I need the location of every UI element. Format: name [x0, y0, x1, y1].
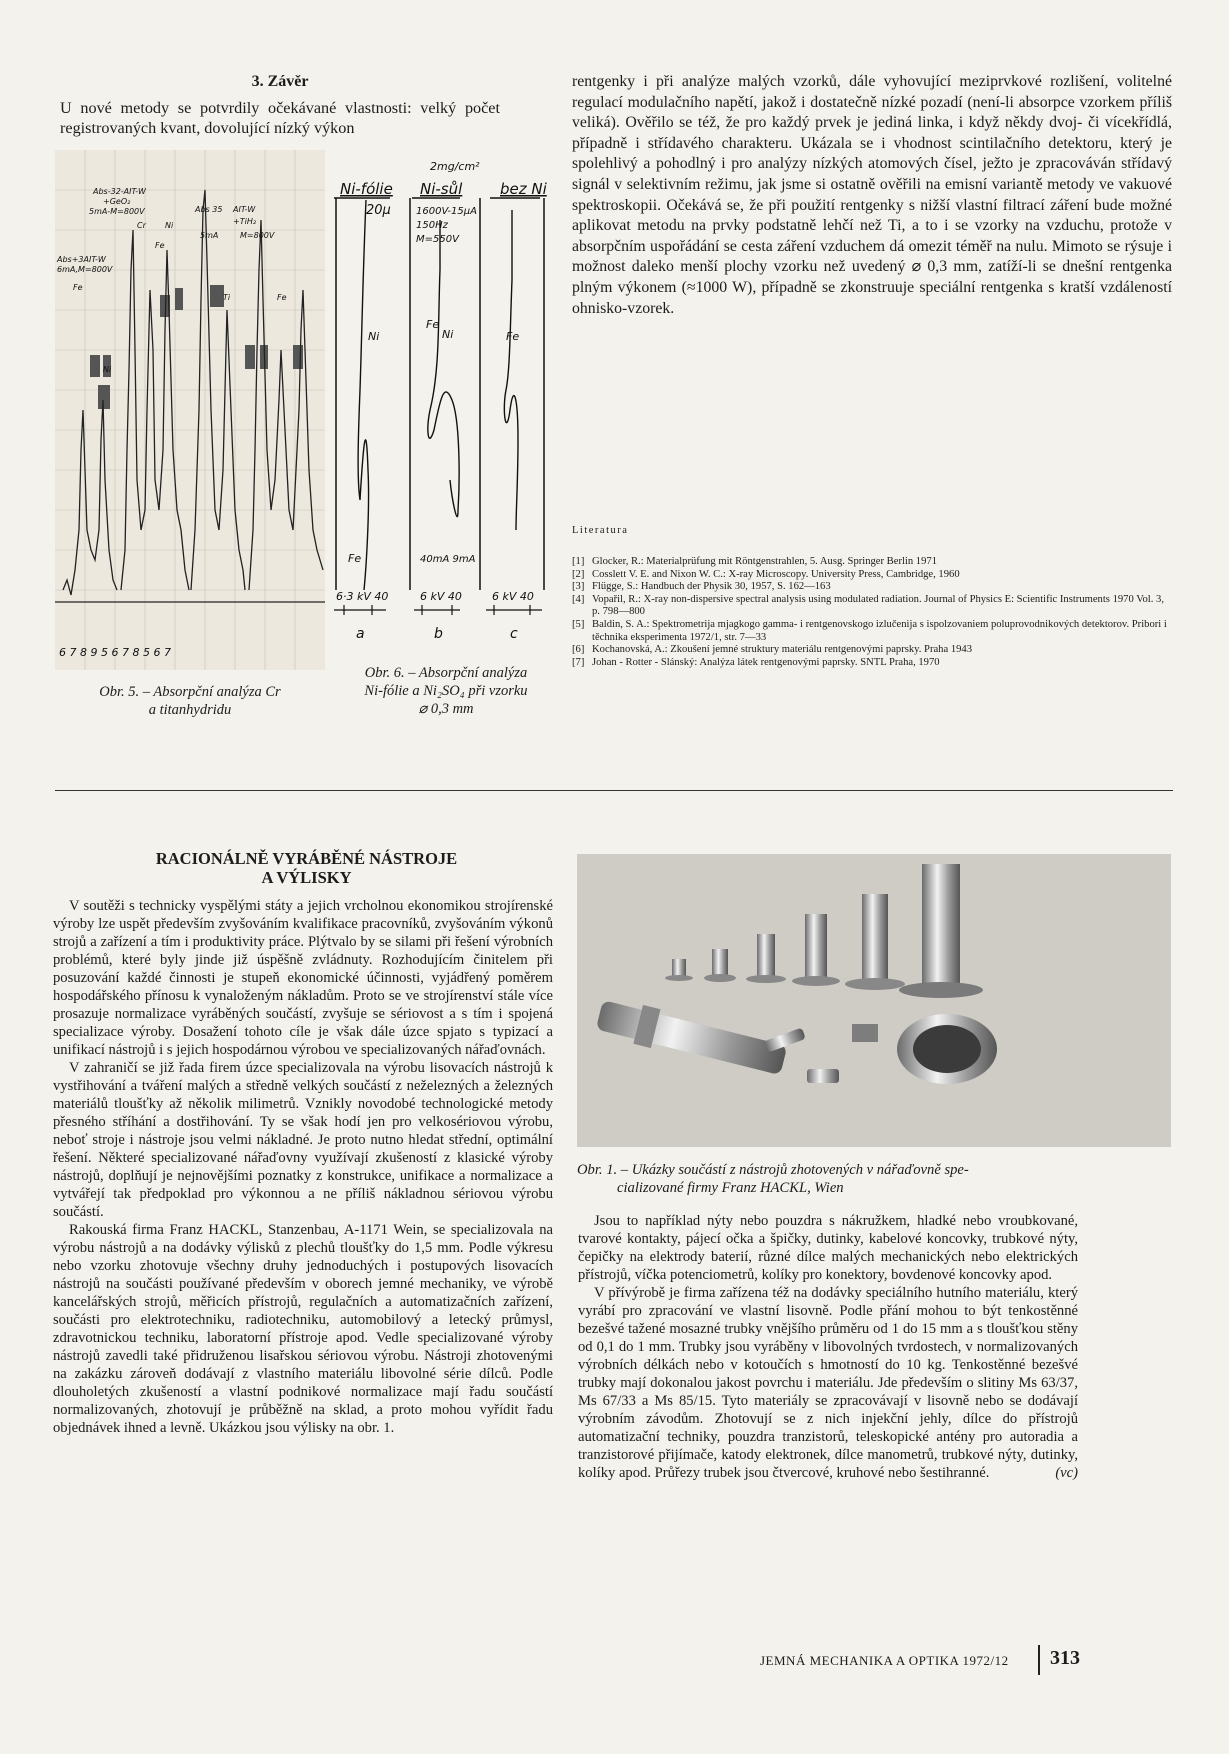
- conclusion-text: rentgenky i při analýze malých vzorků, dále vyhovující meziprvkové rozlišení, volitelné regulací modulačního napětí, jakož i dostatečně nízké pozadí (není-li absorpce vzorkem příliš veliká). Ověřilo se též, že pro každý prvek je jediná linka, i když někdy dvoj- či vícekřídlá, případně i střídavého charakteru. Ukázala se i vhodnost scintilačního detektoru, který je spolehlivý a pohodlný i pro analýzy nízkých atomových čísel, ježto je zpracováván střídavý signál v selektivním režimu, jak jsme si ostatně ověřili na emisní variantě metody ve vakuové spektroskopii. Očekává se, že při použití rentgenky s nižší vlastní filtrací záření bude možné aplikovat metodu na prvky podstatně lehčí než Ti, a to i se vzorky na vzduchu, protože v absorpčním uspořádání se cesta záření vzduchem dá omezit téměř na nulu. Mimoto se rýsuje i možnost daleko menší plochy vzorku než uvedený ⌀ 0,3 mm, zatíží-li se dnešní rentgenka plným výkonem (≈1000 W), případně se zkonstruuje speciální rentgenka s kratší vzdáleností ohnisko-vzorek.: [572, 73, 1172, 317]
- fig6-label-ni-b: Ni: [442, 328, 454, 341]
- fig5-label-abs35: Abs 35: [195, 205, 223, 214]
- footer-separator: [1038, 1645, 1040, 1675]
- fig5-label-ti: Ti: [223, 293, 231, 302]
- article-paragraph-2: V zahraničí se již řada firem úzce specializovala na výrobu lisovacích nástrojů k vystřihování a tváření malých a středně velkých součástí z neželezných a železných materiálů tloušťky až několik milimetrů. Vznikly novodobé technologické metody přesného stříhání a dostřihování. Ty se však hodí jen pro velkosériovou výrobu, neboť stroje i nástroje jsou velmi nákladné. Je proto nutno hledat střední, optimální řešení. Některé specializované nářaďovny využívají zkušeností z klasické výroby nástrojů, doplňují je nejnovějšími poznatky z konstrukce, unifikace a normalizace a vytvářejí tak předpoklad pro výkonnou a ne příliš nákladnou sériovou výrobu součástí.: [53, 1060, 553, 1220]
- section-heading: 3. Závěr: [251, 73, 309, 90]
- reference-text: Kochanovská, A.: Zkoušení jemné struktury materiálu rentgenovými paprsky. Praha 1943: [592, 644, 973, 656]
- fig6-label-fe-b: Fe: [426, 318, 440, 331]
- fig6-label-kv-b: 6 kV 40: [420, 590, 462, 603]
- fig6-label-ma: 40mA 9mA: [420, 554, 476, 565]
- reference-number: [2]: [572, 568, 585, 580]
- fig5-label-abs32c: 5mA-M=800V: [89, 207, 145, 216]
- fig6-label-c: c: [510, 626, 518, 642]
- fig5-label-tih2: +TiH₂: [233, 217, 257, 226]
- fig5-label-abs32b: +GeO₂: [103, 197, 131, 206]
- photo-caption: Obr. 1. – Ukázky součástí z nástrojů zhotovených v nářaďovně spe- cializované firmy Franz HACKL, Wien: [577, 1162, 969, 1196]
- photo-image: [577, 854, 1171, 1147]
- article-paragraph-1: V soutěži s technicky vyspělými státy a jejich vrcholnou ekonomikou strojírenské výroby lze uspět především zvyšováním kvalifikace pracovníků, zvyšováním výkonů strojů a zařízení a tím i produktivity práce. Plýtvalo by se silami při řešení výrobních problémů, které byly jinde již úspěšně zvládnuty. Rozhodujícím činitelem při posuzování každé činnosti je stupeň ekonomické účinnosti, vyjádřený poměrem hospodářského přínosu k vynaloženým nákladům. Proto se ve strojírenství stále více prosazuje normalizace vyráběných součástí, zvyšuje se sériovost a s tím i spojená specializace výroby. Dosažení tohoto cíle je však dále úzce spjato s typizací a unifikací nástrojů i s jejich hospodárnou výrobou ve specializovaných nářaďovnách.: [53, 898, 553, 1058]
- fig6-label-nifolie: Ni-fólie: [340, 180, 393, 198]
- reference-item: [572, 619, 1172, 644]
- fig5-label-ni: Ni: [165, 221, 174, 230]
- fig6-label-hz: 150Hz: [416, 220, 448, 231]
- reference-item: [572, 657, 1172, 670]
- reference-number: [6]: [572, 644, 585, 656]
- fig6-label-kv-c: 6 kV 40: [492, 590, 534, 603]
- fig5-label-m800: M=800V: [240, 231, 275, 240]
- reference-item: [572, 594, 1172, 619]
- fig6-label-fe-bottom: Fe: [348, 552, 362, 565]
- reference-list: [572, 556, 1172, 669]
- fig5-axis-labels: 6 7 8 9 5 6 7 8 5 6 7: [59, 646, 171, 659]
- page-number: 313: [1050, 1647, 1080, 1669]
- fig6-label-ni-a: Ni: [368, 330, 380, 343]
- reference-item: [572, 581, 1172, 594]
- fig6-label-nisul: Ni-sůl: [420, 180, 463, 198]
- article-title: RACIONÁLNĚ VYRÁBĚNÉ NÁSTROJE A VÝLISKY: [155, 849, 458, 887]
- reference-text: Flügge, S.: Handbuch der Physik 30, 1957, S. 162—163: [592, 581, 831, 593]
- fig6-label-1600v: 1600V-15μA: [416, 206, 477, 217]
- fig6-label-mg: 2mg/cm²: [430, 160, 480, 173]
- literature-title: Literatura: [572, 525, 629, 536]
- reference-item: [572, 644, 1172, 657]
- article-paragraph-5: V přívýrobě je firma zařízena též na dodávky speciálního hutního materiálu, který vyrábí pro zpracování ve vlastní lisovně. Podle přání mohou to být tenkostěnné bezešvé tažené mosazné trubky vnějšího průměru od 1 do 15 mm a s tloušťkou stěny od 0,1 do 1 mm. Trubky jsou vyráběny v libovolných tvrdostech, v normalizovaných výrobních délkách nebo v kotoučích s hmotností do 10 kg. Tenkostěnné bezešvé trubky mají dokonalou jakost povrchu i materiálu. Jde především o slitiny Ms 63/37, Ms 67/33 a Ms 85/15. Tyto materiály se zpracovávají v lisovně nebo se dodávají výrobním závodům. Zhotovují se z nich injekční jehly, dílce do přístrojů automatizační techniky, pouzdra tranzistorů, teleskopické antény pro autoradia a tranzistorové přijímače, katody elektronek, dílce manometrů, trubkové nýty, dutinky, kolíky apod. Průřezy trubek jsou čtvercové, kruhové nebo šestihranné.: [578, 1285, 1078, 1481]
- reference-number: [3]: [572, 581, 585, 593]
- reference-text: Glocker, R.: Materialprüfung mit Röntgenstrahlen, 5. Ausg. Springer Berlin 1971: [592, 556, 937, 567]
- figure-6-caption: Obr. 6. – Absorpční analýza Ni-fólie a Ni₂SO₄ při vzorku ⌀ 0,3 mm: [364, 665, 528, 717]
- reference-number: [7]: [572, 656, 585, 668]
- intro-text: U nové metody se potvrdily očekávané vlastnosti: velký počet registrovaných kvant, dovolující nízký výkon: [60, 99, 500, 137]
- article-body-left: [53, 897, 553, 1437]
- reference-number: [1]: [572, 556, 585, 567]
- article-signature: (vc): [1055, 1465, 1078, 1481]
- journal-name: JEMNÁ MECHANIKA A OPTIKA 1972/12: [760, 1653, 1009, 1668]
- photo-parts: [577, 854, 1171, 1147]
- figure-6-image: [330, 150, 562, 655]
- fig6-label-mu: 20μ: [366, 203, 391, 218]
- reference-item: [572, 569, 1172, 582]
- fig5-label-fe3: Fe: [277, 293, 287, 302]
- fig6-label-fe-c: Fe: [506, 330, 520, 343]
- fig5-label-ni2: Ni: [103, 365, 112, 374]
- fig5-label-abs33: Abs+3AIT-W: [57, 255, 106, 264]
- fig6-label-a: a: [356, 626, 365, 642]
- fig5-label-abs32: Abs-32-AIT-W: [93, 187, 146, 196]
- fig5-label-5ma: 5mA: [200, 231, 219, 240]
- fig6-label-m550: M=550V: [416, 234, 459, 245]
- article-body-right: [578, 1212, 1078, 1482]
- fig5-label-fe2: Fe: [73, 283, 83, 292]
- reference-text: Johan - Rotter - Slánský: Analýza látek rentgenovými paprsky. SNTL Praha, 1970: [592, 656, 940, 668]
- reference-number: [4]: [572, 593, 585, 605]
- reference-number: [5]: [572, 618, 585, 630]
- fig6-label-kv-a: 6·3 kV 40: [336, 590, 389, 603]
- fig5-label-abs33b: 6mA,M=800V: [57, 265, 113, 274]
- reference-text: Baldin, S. A.: Spektrometrija mjagkogo gamma- i rentgenovskogo izlučenija s ispolzovaniem poluprovodnikových detektorov. Pribori i těchnika eksperimenta 1972/1, str. 7—33: [592, 618, 1167, 643]
- fig6-label-b: b: [434, 626, 443, 642]
- section-divider: [55, 790, 1173, 791]
- article-paragraph-4: Jsou to například nýty nebo pouzdra s nákružkem, hladké nebo vroubkované, tvarové kontakty, pájecí očka a špičky, dutinky, kabelové koncovky, trubkové nýty, čepičky na elektrody baterií, různé dílce malých mechanických nebo elektrických přístrojů, víčka potenciometrů, kolíky pro konektory, bovdenové koncovky apod.: [578, 1213, 1078, 1283]
- fig6-label-bezni: bez Ni: [500, 180, 547, 198]
- reference-item: [572, 556, 1172, 569]
- fig5-label-aitw: AIT-W: [233, 205, 256, 214]
- fig5-label-cr: Cr: [137, 221, 146, 230]
- reference-text: Cosslett V. E. and Nixon W. C.: X-ray Microscopy. University Press, Cambridge, 1960: [592, 568, 960, 580]
- figure-5-caption: Obr. 5. – Absorpční analýza Cr a titanhydridu: [99, 684, 281, 718]
- figure-5: [55, 150, 325, 670]
- fig5-label-fe: Fe: [155, 241, 165, 250]
- figure-6: [330, 150, 562, 655]
- figure-5-image: [55, 150, 325, 670]
- reference-text: Vopařil, R.: X-ray non-dispersive spectral analysis using modulated radiation. Journal of Physics E: Scientific Instruments 1970 Vol. 3, p. 798—800: [592, 593, 1164, 618]
- article-paragraph-3: Rakouská firma Franz HACKL, Stanzenbau, A-1171 Wein, se specializovala na výrobu nástrojů a na dodávky výlisků z plechů tloušťky do 1,5 mm. Podle výkresu nebo vzorku zhotovuje všechny druhy jednoduchých i postupových lisovacích nástrojů na součásti používané především v oborech jemné mechaniky, ve výrobě kancelářských strojů, měřicích přístrojů, regulačních a automatizačních zařízení, součásti pro elektrotechniku, radiotechniku, automobilový a letecký průmysl, zdravotnickou techniku, laboratorní přístroje apod. Vedle specializované výroby nástrojů zavedli také přidruženou lisařskou sériovou výrobu. Nástroji zhotovenými na zakázku zároveň dodávají z vlastního materiálu libovolné série dílců. Podle dlouholetých zkušeností a vlastní podnikové normalizace mají řadu součástí normalizovaných, zhotovují je průběžně na sklad, a proto mohou vyřídit řadu objednávek ihned a levně. Ukázkou jsou výlisky na obr. 1.: [53, 1222, 553, 1436]
